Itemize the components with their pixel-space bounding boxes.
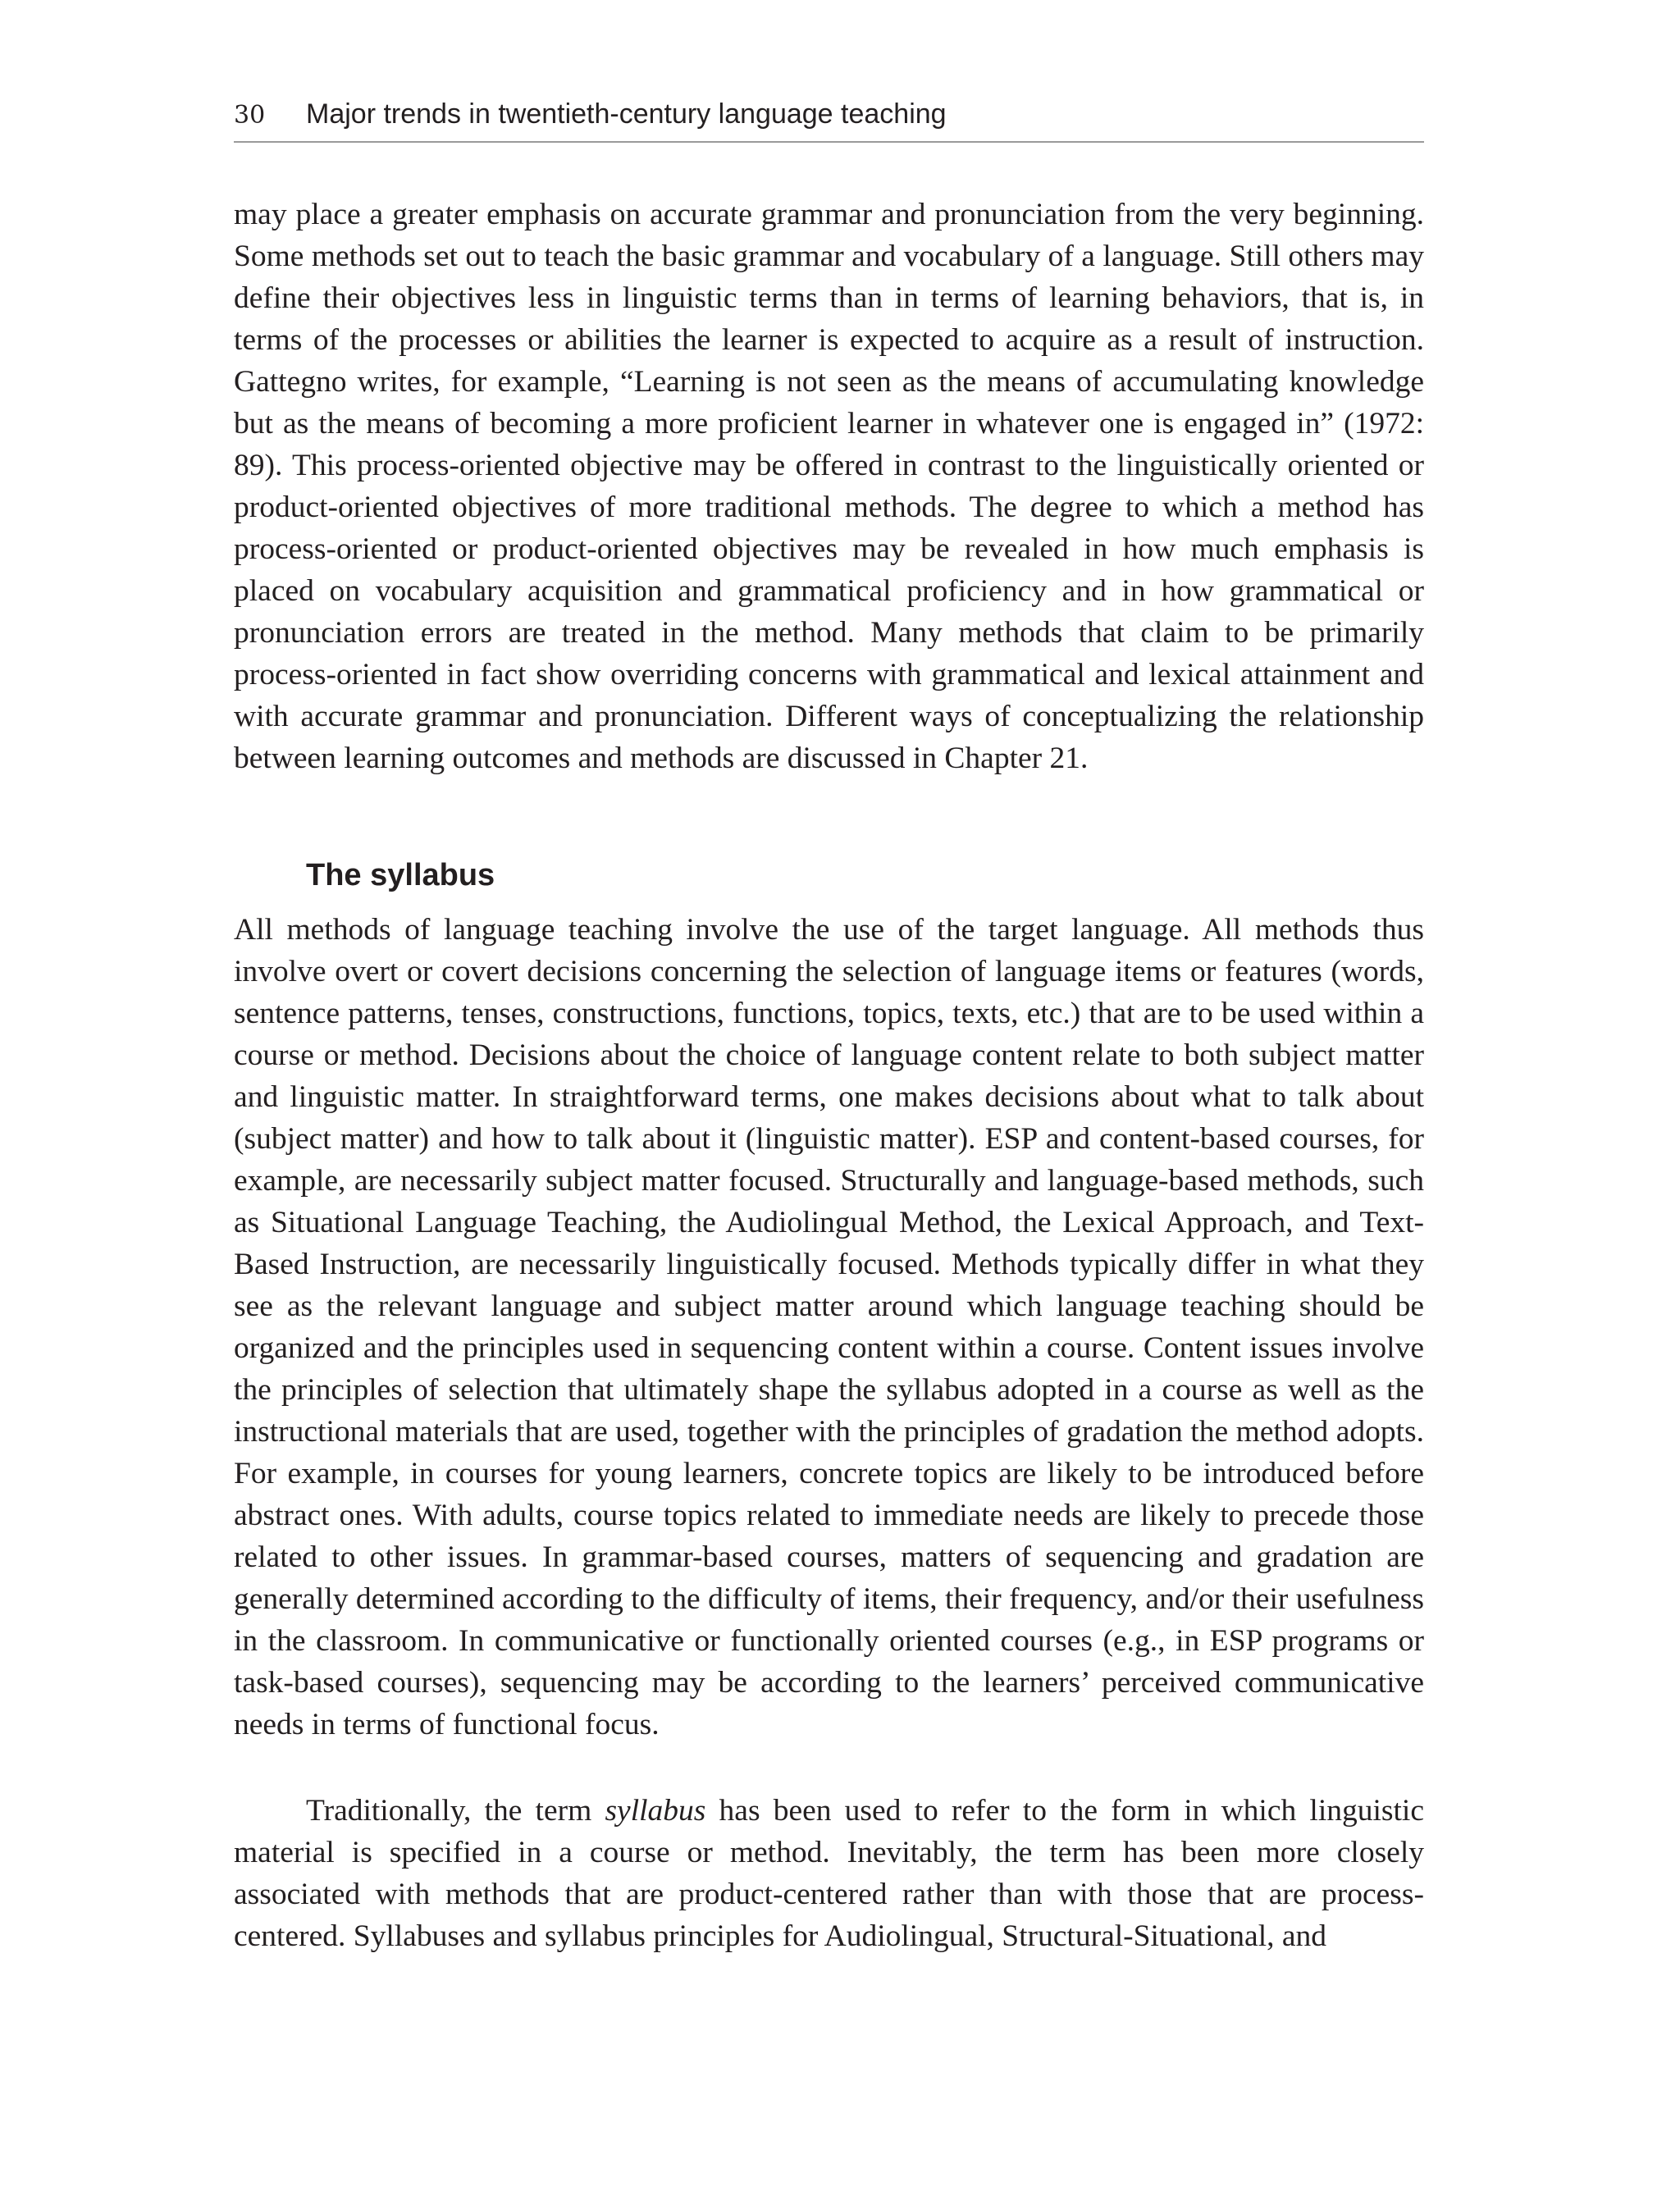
body-paragraph-2: All methods of language teaching involve the use of the target language. All methods thus involve overt or covert decisions concerning the selection of language items or features (words, sentence patterns, tenses, constructions, functions, topics, texts, etc.) that are to be used within a course or method. Decisions about the choice of language content relate to both subject matter and linguistic matter. In straightforward terms, one makes decisions about what to talk about (subject matter) and how to talk about it (linguistic matter). ESP and content-based courses, for example, are necessarily subject matter focused. Structurally and language-based methods, such as Situational Language Teaching, the Audiolingual Method, the Lexical Approach, and Text-Based Instruction, are necessarily linguistically focused. Methods typically differ in what they see as the relevant language and subject matter around which language teaching should be organized and the principles used in sequencing content within a course. Content issues involve the principles of selection that ultimately shape the syllabus adopted in a course as well as the instructional materials that are used, together with the principles of gradation the method adopts. For example, in courses for young learners, concrete topics are likely to be introduced before abstract ones. With adults, course topics related to immediate needs are likely to precede those related to other issues. In grammar-based courses, matters of sequencing and gradation are generally determined according to the difficulty of items, their frequency, and/or their usefulness in the classroom. In communicative or functionally oriented courses (e.g., in ESP programs or task-based courses), sequencing may be according to the learners’ perceived communicative needs in terms of functional focus. [234, 913, 1424, 1741]
body-paragraph-3 [234, 1790, 1424, 1957]
running-head [234, 95, 1424, 143]
paragraph-3-text-end: has been used to refer to the form in which linguistic material is specified in a course or method. Inevitably, the term has been more closely associated with methods that are product-centered rather than with those that are processcentered. Syllabuses and syllabus principles for Audiolingual, Structural-Situational, and [234, 1794, 1424, 1953]
running-title: Major trends in twentieth-century language teaching [306, 98, 947, 130]
paragraph-3-text-start: Traditionally, the term [306, 1794, 605, 1828]
page-number: 30 [234, 101, 266, 130]
body-paragraph-1: may place a greater emphasis on accurate grammar and pronunciation from the very beginning. Some methods set out to teach the basic grammar and vocabulary of a language. Still others may define their objectives less in linguistic terms than in terms of learning behaviors, that is, in terms of the processes or abilities the learner is expected to acquire as a result of instruction. Gattegno writes, for example, “Learning is not seen as the means of accumulating knowledge but as the means of becoming a more proficient learner in whatever one is engaged in” (1972: 89). This process-oriented objective may be offered in contrast to the linguistically oriented or product-oriented objectives of more traditional methods. The degree to which a method has process-oriented or product-oriented objectives may be revealed in how much emphasis is placed on vocabulary acquisition and grammatical proficiency and in how grammatical or pronunciation errors are treated in the method. Many methods that claim to be primarily process-oriented in fact show overriding concerns with grammatical and lexical attainment and with accurate grammar and pronunciation. Different ways of conceptualizing the relationship between learning outcomes and methods are discussed in Chapter 21. [234, 198, 1424, 775]
section-heading: The syllabus [306, 858, 495, 892]
paragraph-3-italic-term: syllabus [605, 1794, 706, 1828]
